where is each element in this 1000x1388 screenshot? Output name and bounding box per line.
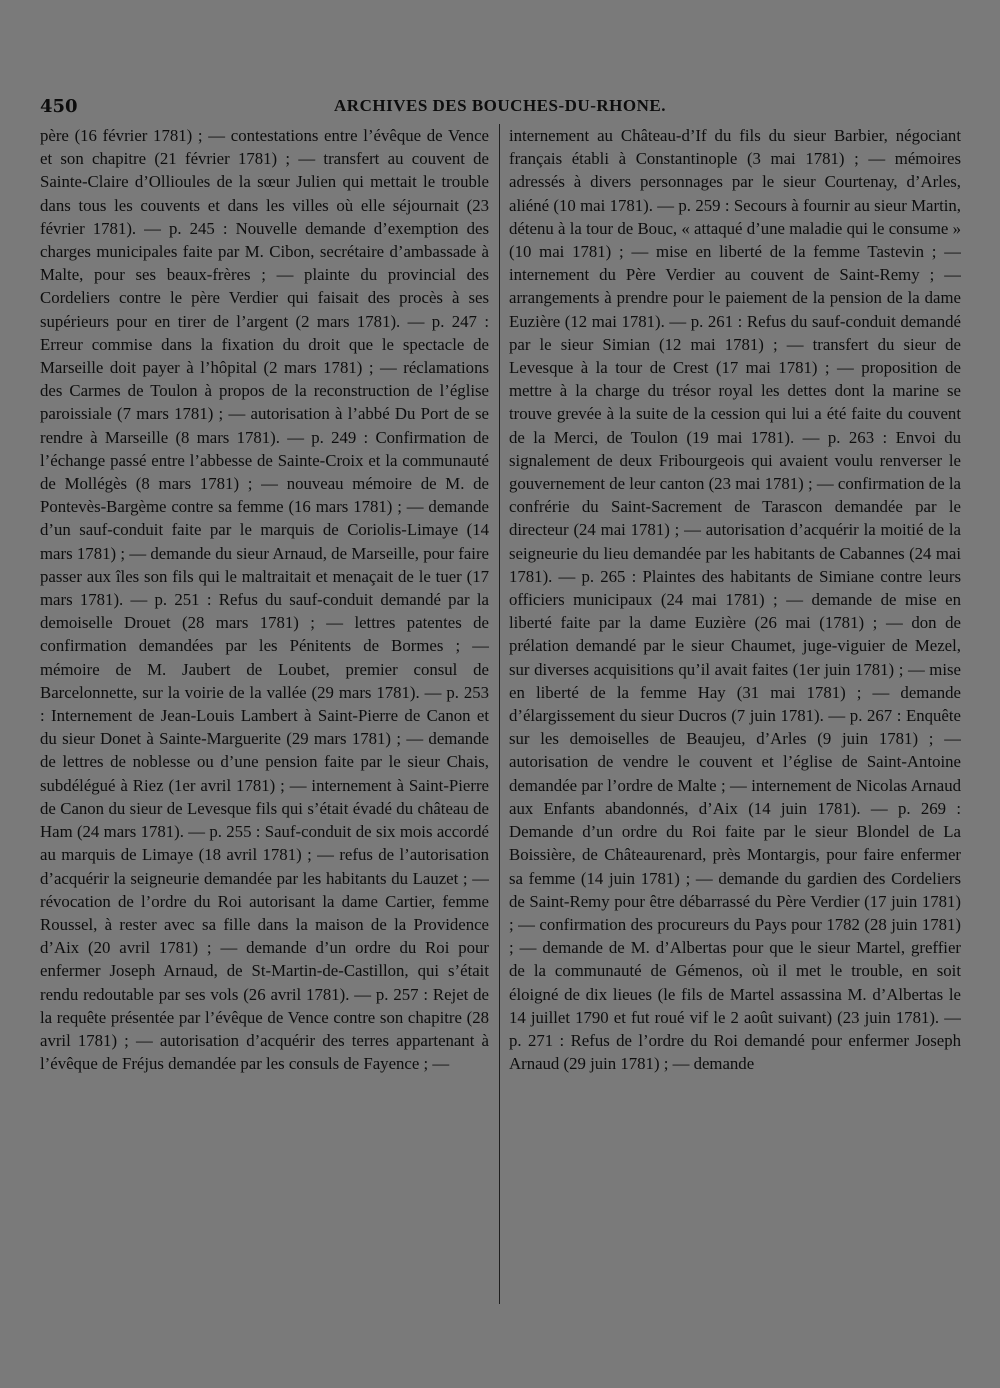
- text-column-right: internement au Château-d’If du fils du sieur Barbier, négociant français établi à Constantinople (3 mai 1781) ; — mémoires adressés à divers personnages par le sieur Courtenay, d’Arles, aliéné (10 mai 1781). — p. 259 : Secours à fournir au sieur Martin, détenu à la tour de Bouc, « attaqué d’une maladie qui le consume » (10 mai 1781) ; — mise en liberté de la femme Tastevin ; — internement du Père Verdier au couvent de Saint-Remy ; — arrangements à prendre pour le paiement de la pension de la dame Euzière (12 mai 1781). — p. 261 : Refus du sauf-conduit demandé par le sieur Simian (12 mai 1781) ; — transfert du sieur de Levesque à la tour de Crest (17 mai 1781) ; — proposition de mettre à la charge du trésor royal les dettes dont la marine se trouve grevée à la suite de la cession qui lui a été faite du couvent de la Merci, de Toulon (19 mai 1781). — p. 263 : Envoi du signalement de deux Fribourgeois qui avaient voulu renverser le gouvernement de leur canton (23 mai 1781) ; — confirmation de la confrérie du Saint-Sacrement de Tarascon demandée par le directeur (24 mai 1781) ; — autorisation d’acquérir la moitié de la seigneurie du lieu demandée par les habitants de Cabannes (24 mai 1781). — p. 265 : Plaintes des habitants de Simiane contre leurs officiers municipaux (24 mai 1781) ; — demande de mise en liberté faite par la dame Euzière (26 mai (1781) ; — don de prélation demandé par le sieur Chaumet, juge-viguier de Mezel, sur diverses acquisitions qu’il avait faites (1er juin 1781) ; — mise en liberté de la femme Hay (31 mai 1781) ; — demande d’élargissement du sieur Ducros (7 juin 1781). — p. 267 : Enquête sur les demoiselles de Beaujeu, d’Arles (9 juin 1781) ; — autorisation de vendre le couvent et l’église de Saint-Antoine demandée par l’ordre de Malte ; — internement de Nicolas Arnaud aux Enfants abandonnés, d’Aix (14 juin 1781). — p. 269 : Demande d’un ordre du Roi faite par le sieur Blondel de La Boissière, de Châteaurenard, près Montargis, pour faire enfermer sa femme (14 juin 1781) ; — demande du gardien des Cordeliers de Saint-Remy pour être débarrassé du Père Verdier (17 juin 1781) ; — confirmation des procureurs du Pays pour 1782 (28 juin 1781) ; — demande de M. d’Albertas pour que le sieur Martel, greffier de la communauté de Gémenos, où il met le trouble, en soit éloigné de dix lieues (le fils de Martel assassina M. d’Albertas le 14 juillet 1790 et fut roué vif le 2 août suivant) (23 juin 1781). — p. 271 : Refus de l’ordre du Roi demandé pour enfermer Joseph Arnaud (29 juin 1781) ; — demande: [509, 126, 961, 1074]
- page-header: [40, 96, 960, 126]
- page-number: 450: [40, 96, 78, 117]
- running-title: ARCHIVES DES BOUCHES-DU-RHONE.: [334, 96, 666, 115]
- column-divider: [499, 124, 500, 1304]
- text-column-left: père (16 février 1781) ; — contestations entre l’évêque de Vence et son chapitre (21 février 1781) ; — transfert au couvent de Sainte-Claire d’Ollioules de la sœur Julien qui mettait le trouble dans tous les couvents et dans les villes où elle séjournait (23 février 1781). — p. 245 : Nouvelle demande d’exemption des charges municipales faite par M. Cibon, secrétaire d’ambassade à Malte, pour ses beaux-frères ; — plainte du provincial des Cordeliers contre le père Verdier qui faisait des procès à ses supérieurs pour en tirer de l’argent (2 mars 1781). — p. 247 : Erreur commise dans la fixation du droit que le spectacle de Marseille doit payer à l’hôpital (2 mars 1781) ; — réclamations des Carmes de Toulon à propos de la reconstruction de l’église paroissiale (7 mars 1781) ; — autorisation à l’abbé Du Port de se rendre à Marseille (8 mars 1781). — p. 249 : Confirmation de l’échange passé entre l’abbesse de Sainte-Croix et la communauté de Mollégès (8 mars 1781) ; — nouveau mémoire de M. de Pontevès-Bargème contre sa femme (16 mars 1781) ; — demande d’un sauf-conduit faite par le marquis de Coriolis-Limaye (14 mars 1781) ; — demande du sieur Arnaud, de Marseille, pour faire passer aux îles son fils qui le maltraitait et menaçait de le tuer (17 mars 1781). — p. 251 : Refus du sauf-conduit demandé par la demoiselle Drouet (28 mars 1781) ; — lettres patentes de confirmation demandées par les Pénitents de Bormes ; — mémoire de M. Jaubert de Loubet, premier consul de Barcelonnette, sur la voirie de la vallée (29 mars 1781). — p. 253 : Internement de Jean-Louis Lambert à Saint-Pierre de Canon et du sieur Donet à Sainte-Marguerite (29 mars 1781) ; — demande de lettres de noblesse ou d’une pension faite par le sieur Chais, subdélégué à Riez (1er avril 1781) ; — internement à Saint-Pierre de Canon du sieur de Levesque fils qui s’était évadé du château de Ham (24 mars 1781). — p. 255 : Sauf-conduit de six mois accordé au marquis de Limaye (18 avril 1781) ; — refus de l’autorisation d’acquérir la seigneurie demandée par les habitants du Lauzet ; — révocation de l’ordre du Roi autorisant la dame Cartier, femme Roussel, à rester avec sa fille dans la maison de la Providence d’Aix (20 avril 1781) ; — demande d’un ordre du Roi pour enfermer Joseph Arnaud, de St-Martin-de-Castillon, qui s’était rendu redoutable par ses vols (26 avril 1781). — p. 257 : Rejet de la requête présentée par l’évêque de Vence contre son chapitre (28 avril 1781) ; — autorisation d’acquérir des terres appartenant à l’évêque de Fréjus demandée par les consuls de Fayence ; —: [40, 126, 489, 1074]
